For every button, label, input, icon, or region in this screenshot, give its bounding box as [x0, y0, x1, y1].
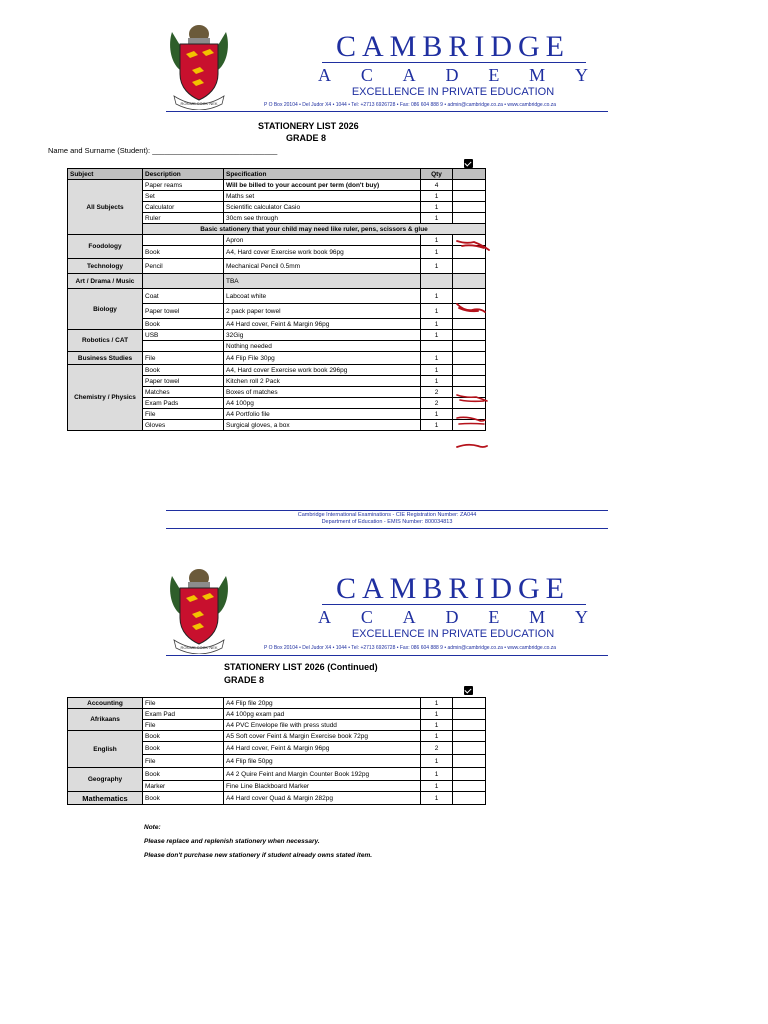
specification-cell: A4 PVC Envelope file with press studd [224, 720, 421, 731]
qty-cell: 1 [421, 709, 453, 720]
school-crest-logo [166, 22, 232, 110]
qty-cell: 1 [421, 191, 453, 202]
description-cell: Exam Pads [143, 398, 224, 409]
description-cell: File [143, 755, 224, 768]
specification-cell: A4 Hard cover, Feint & Margin 96pg [224, 742, 421, 755]
column-header: Description [143, 169, 224, 180]
grade-label: GRADE 8 [286, 133, 327, 143]
table-row [68, 731, 486, 742]
qty-cell: 1 [421, 420, 453, 431]
qty-cell: 1 [421, 246, 453, 259]
crest-banner-text: ROMME SOCK NEK [180, 101, 218, 106]
table-row [68, 259, 486, 274]
student-name-line: Name and Surname (Student): ______________________________ [48, 146, 278, 155]
specification-cell: Fine Line Blackboard Marker [224, 781, 421, 792]
table-row [68, 235, 486, 246]
table-row [68, 330, 486, 341]
footer-divider [166, 528, 608, 529]
qty-cell: 1 [421, 213, 453, 224]
description-cell: Book [143, 792, 224, 805]
table-row [68, 274, 486, 289]
table-row [68, 698, 486, 709]
description-cell: Matches [143, 387, 224, 398]
table-row [68, 792, 486, 805]
description-cell: Pencil [143, 259, 224, 274]
handwritten-check-mark-icon [456, 414, 486, 428]
check-cell[interactable] [453, 755, 486, 768]
qty-cell: 2 [421, 387, 453, 398]
check-cell[interactable] [453, 213, 486, 224]
check-cell[interactable] [453, 376, 486, 387]
check-cell[interactable] [453, 202, 486, 213]
table-row [68, 352, 486, 365]
description-cell: Book [143, 742, 224, 755]
qty-cell: 1 [421, 768, 453, 781]
subject-cell: Art / Drama / Music [68, 274, 143, 289]
specification-cell: Will be billed to your account per term (don't buy) [224, 180, 421, 191]
school-name: CAMBRIDGE [335, 30, 570, 63]
subject-cell: Robotics / CAT [68, 330, 143, 352]
qty-cell: 1 [421, 376, 453, 387]
specification-cell: 2 pack paper towel [224, 304, 421, 319]
school-subname: A C A D E M Y [318, 65, 588, 85]
qty-cell: 1 [421, 259, 453, 274]
check-cell[interactable] [453, 319, 486, 330]
divider [166, 655, 608, 656]
description-cell: Paper reams [143, 180, 224, 191]
specification-cell: A4 Hard cover Quad & Margin 282pg [224, 792, 421, 805]
check-cell[interactable] [453, 352, 486, 365]
description-cell: Exam Pad [143, 709, 224, 720]
specification-cell: Mechanical Pencil 0.5mm [224, 259, 421, 274]
qty-cell: 1 [421, 720, 453, 731]
description-cell: File [143, 720, 224, 731]
qty-cell: 1 [421, 352, 453, 365]
footer-emis: Department of Education - EMIS Number: 800034813 [321, 519, 453, 525]
specification-cell: 32Gig [224, 330, 421, 341]
check-cell[interactable] [453, 259, 486, 274]
specification-cell: A4, Hard cover Exercise work book 96pg [224, 246, 421, 259]
qty-cell: 1 [421, 792, 453, 805]
table-row [68, 768, 486, 781]
contact-line: P O Box 20104 • Del Judor X4 • 1044 • Tel: +2713 6926728 • Fax: 086 604 888 9 • admin@cambridge.co.za • www.cambridge.co.za [263, 102, 557, 108]
subject-cell: Biology [68, 289, 143, 330]
check-cell[interactable] [453, 341, 486, 352]
check-cell[interactable] [453, 768, 486, 781]
description-cell: Book [143, 319, 224, 330]
description-cell: Book [143, 768, 224, 781]
check-cell[interactable] [453, 365, 486, 376]
subject-cell: English [68, 731, 143, 768]
description-cell: File [143, 409, 224, 420]
qty-cell: 1 [421, 319, 453, 330]
qty-cell: 2 [421, 398, 453, 409]
check-cell[interactable] [453, 720, 486, 731]
description-cell [143, 341, 224, 352]
specification-cell: Apron [224, 235, 421, 246]
description-cell: Paper towel [143, 376, 224, 387]
specification-cell: A4 Flip File 30pg [224, 352, 421, 365]
qty-cell [421, 274, 453, 289]
qty-cell: 1 [421, 755, 453, 768]
subject-cell: Afrikaans [68, 709, 143, 731]
description-cell: Coat [143, 289, 224, 304]
specification-cell: Surgical gloves, a box [224, 420, 421, 431]
page-title: STATIONERY LIST 2026 (Continued) [224, 662, 378, 672]
note-heading: Note: [144, 824, 161, 831]
table-header-row [68, 169, 486, 180]
qty-cell: 1 [421, 409, 453, 420]
check-cell[interactable] [453, 792, 486, 805]
checkbox-checked-icon[interactable] [464, 686, 473, 695]
column-header: Specification [224, 169, 421, 180]
qty-cell: 1 [421, 698, 453, 709]
description-cell: Gloves [143, 420, 224, 431]
qty-cell: 1 [421, 781, 453, 792]
specification-cell: A4 Hard cover, Feint & Margin 96pg [224, 319, 421, 330]
check-cell[interactable] [453, 180, 486, 191]
handwritten-check-mark-icon [456, 238, 490, 252]
school-motto: EXCELLENCE IN PRIVATE EDUCATION [351, 86, 555, 98]
footer-divider [166, 510, 608, 511]
specification-cell: A4, Hard cover Exercise work book 296pg [224, 365, 421, 376]
description-cell: File [143, 352, 224, 365]
page-title: STATIONERY LIST 2026 [258, 121, 359, 131]
check-cell[interactable] [453, 698, 486, 709]
qty-cell: 1 [421, 202, 453, 213]
specification-cell: Maths set [224, 191, 421, 202]
description-cell [143, 274, 224, 289]
qty-cell: 1 [421, 365, 453, 376]
divider [322, 604, 586, 605]
specification-cell: TBA [224, 274, 421, 289]
description-cell: Paper towel [143, 304, 224, 319]
description-cell: Marker [143, 781, 224, 792]
note-line: Please don't purchase new stationery if student already owns stated item. [144, 852, 373, 859]
description-cell: Calculator [143, 202, 224, 213]
qty-cell: 1 [421, 330, 453, 341]
checkbox-checked-icon[interactable] [464, 159, 473, 168]
specification-cell: Kitchen roll 2 Pack [224, 376, 421, 387]
specification-cell: Boxes of matches [224, 387, 421, 398]
footer-cie: Cambridge International Examinations - CIE Registration Number: ZA044 [297, 512, 477, 518]
description-cell: Book [143, 246, 224, 259]
specification-cell: A4 Flip file 20pg [224, 698, 421, 709]
description-cell: File [143, 698, 224, 709]
specification-cell: A4 100pg [224, 398, 421, 409]
school-crest-logo [166, 566, 232, 654]
subject-cell: Accounting [68, 698, 143, 709]
description-cell [143, 235, 224, 246]
table-row [68, 289, 486, 304]
specification-cell: 30cm see through [224, 213, 421, 224]
handwritten-check-mark-icon [456, 302, 486, 316]
check-cell[interactable] [453, 781, 486, 792]
qty-cell: 4 [421, 180, 453, 191]
crest-banner-text: ROMME SOCK NEK [180, 645, 218, 650]
qty-cell: 2 [421, 742, 453, 755]
description-cell: Ruler [143, 213, 224, 224]
grade-label: GRADE 8 [224, 675, 265, 685]
specification-cell: Scientific calculator Casio [224, 202, 421, 213]
school-motto: EXCELLENCE IN PRIVATE EDUCATION [351, 628, 555, 640]
description-cell: Book [143, 365, 224, 376]
qty-cell: 1 [421, 304, 453, 319]
subject-cell: Technology [68, 259, 143, 274]
subject-cell: Mathematics [68, 792, 143, 805]
specification-cell: Labcoat white [224, 289, 421, 304]
specification-cell: A4 2 Quire Feint and Margin Counter Book 192pg [224, 768, 421, 781]
description-cell: Book [143, 731, 224, 742]
divider [166, 111, 608, 112]
subject-cell: Foodology [68, 235, 143, 259]
table-row [68, 709, 486, 720]
specification-cell: A4 Portfolio file [224, 409, 421, 420]
qty-cell [421, 341, 453, 352]
subject-cell: Chemistry / Physics [68, 365, 143, 431]
divider [322, 62, 586, 63]
description-cell: Set [143, 191, 224, 202]
table-row [68, 180, 486, 191]
qty-cell: 1 [421, 731, 453, 742]
check-cell[interactable] [453, 709, 486, 720]
school-name: CAMBRIDGE [335, 572, 570, 605]
check-cell[interactable] [453, 191, 486, 202]
stationery-table-continued [67, 697, 486, 805]
column-header [453, 169, 486, 180]
check-cell[interactable] [453, 731, 486, 742]
specification-cell: A4 100pg exam pad [224, 709, 421, 720]
column-header: Qty [421, 169, 453, 180]
qty-cell: 1 [421, 289, 453, 304]
description-cell: USB [143, 330, 224, 341]
handwritten-check-mark-icon [456, 392, 488, 406]
subject-cell: Geography [68, 768, 143, 792]
contact-line: P O Box 20104 • Del Judor X4 • 1044 • Tel: +2713 6926728 • Fax: 086 604 888 9 • admin@cambridge.co.za • www.cambridge.co.za [263, 645, 557, 651]
specification-cell: A4 Flip file 50pg [224, 755, 421, 768]
handwritten-check-mark-icon [456, 442, 488, 450]
subject-cell: All Subjects [68, 180, 143, 235]
check-cell[interactable] [453, 330, 486, 341]
check-cell[interactable] [453, 274, 486, 289]
specification-cell: A5 Soft cover Feint & Margin Exercise book 72pg [224, 731, 421, 742]
school-subname: A C A D E M Y [318, 607, 588, 627]
column-header: Subject [68, 169, 143, 180]
specification-cell: Nothing needed [224, 341, 421, 352]
check-cell[interactable] [453, 742, 486, 755]
table-row [68, 365, 486, 376]
subject-cell: Business Studies [68, 352, 143, 365]
qty-cell: 1 [421, 235, 453, 246]
basic-stationery-note: Basic stationery that your child may need like ruler, pens, scissors & glue [143, 224, 486, 235]
stationery-table [67, 168, 486, 431]
note-line: Please replace and replenish stationery when necessary. [144, 838, 320, 845]
